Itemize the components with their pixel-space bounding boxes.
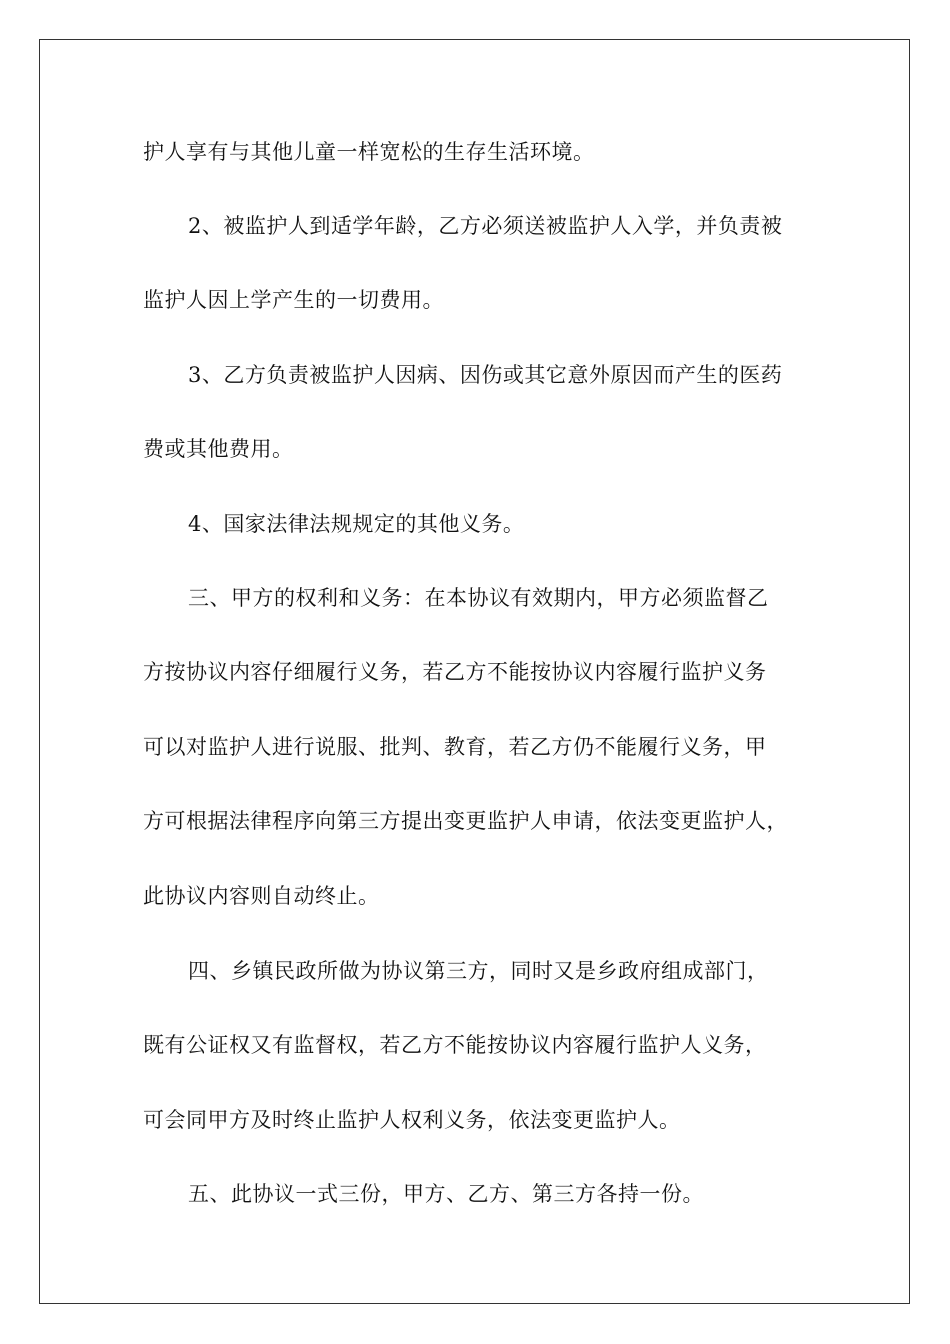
text-line: 费或其他费用。	[143, 437, 294, 461]
text-line: 此协议内容则自动终止。	[143, 884, 380, 908]
text-line: 方可根据法律程序向第三方提出变更监护人申请，依法变更监护人，	[143, 809, 788, 833]
text-line: 可会同甲方及时终止监护人权利义务，依法变更监护人。	[143, 1108, 681, 1132]
paragraph-section-3: 三、甲方的权利和义务：在本协议有效期内，甲方必须监督乙	[188, 586, 769, 610]
paragraph-clause-3: 3、乙方负责被监护人因病、因伤或其它意外原因而产生的医药	[188, 363, 783, 387]
text-line: 既有公证权又有监督权，若乙方不能按协议内容履行监护人义务，	[143, 1033, 767, 1057]
text-line: 监护人因上学产生的一切费用。	[143, 288, 444, 312]
paragraph-section-5: 五、此协议一式三份，甲方、乙方、第三方各持一份。	[188, 1182, 704, 1206]
text-line: 方按协议内容仔细履行义务，若乙方不能按协议内容履行监护义务	[143, 660, 767, 684]
paragraph-clause-2: 2、被监护人到适学年龄，乙方必须送被监护人入学，并负责被	[188, 214, 783, 238]
text-line: 护人享有与其他儿童一样宽松的生存生活环境。	[143, 140, 595, 164]
paragraph-clause-4: 4、国家法律法规规定的其他义务。	[188, 512, 525, 536]
paragraph-section-4: 四、乡镇民政所做为协议第三方，同时又是乡政府组成部门，	[188, 959, 769, 983]
text-line: 可以对监护人进行说服、批判、教育，若乙方仍不能履行义务，甲	[143, 735, 767, 759]
